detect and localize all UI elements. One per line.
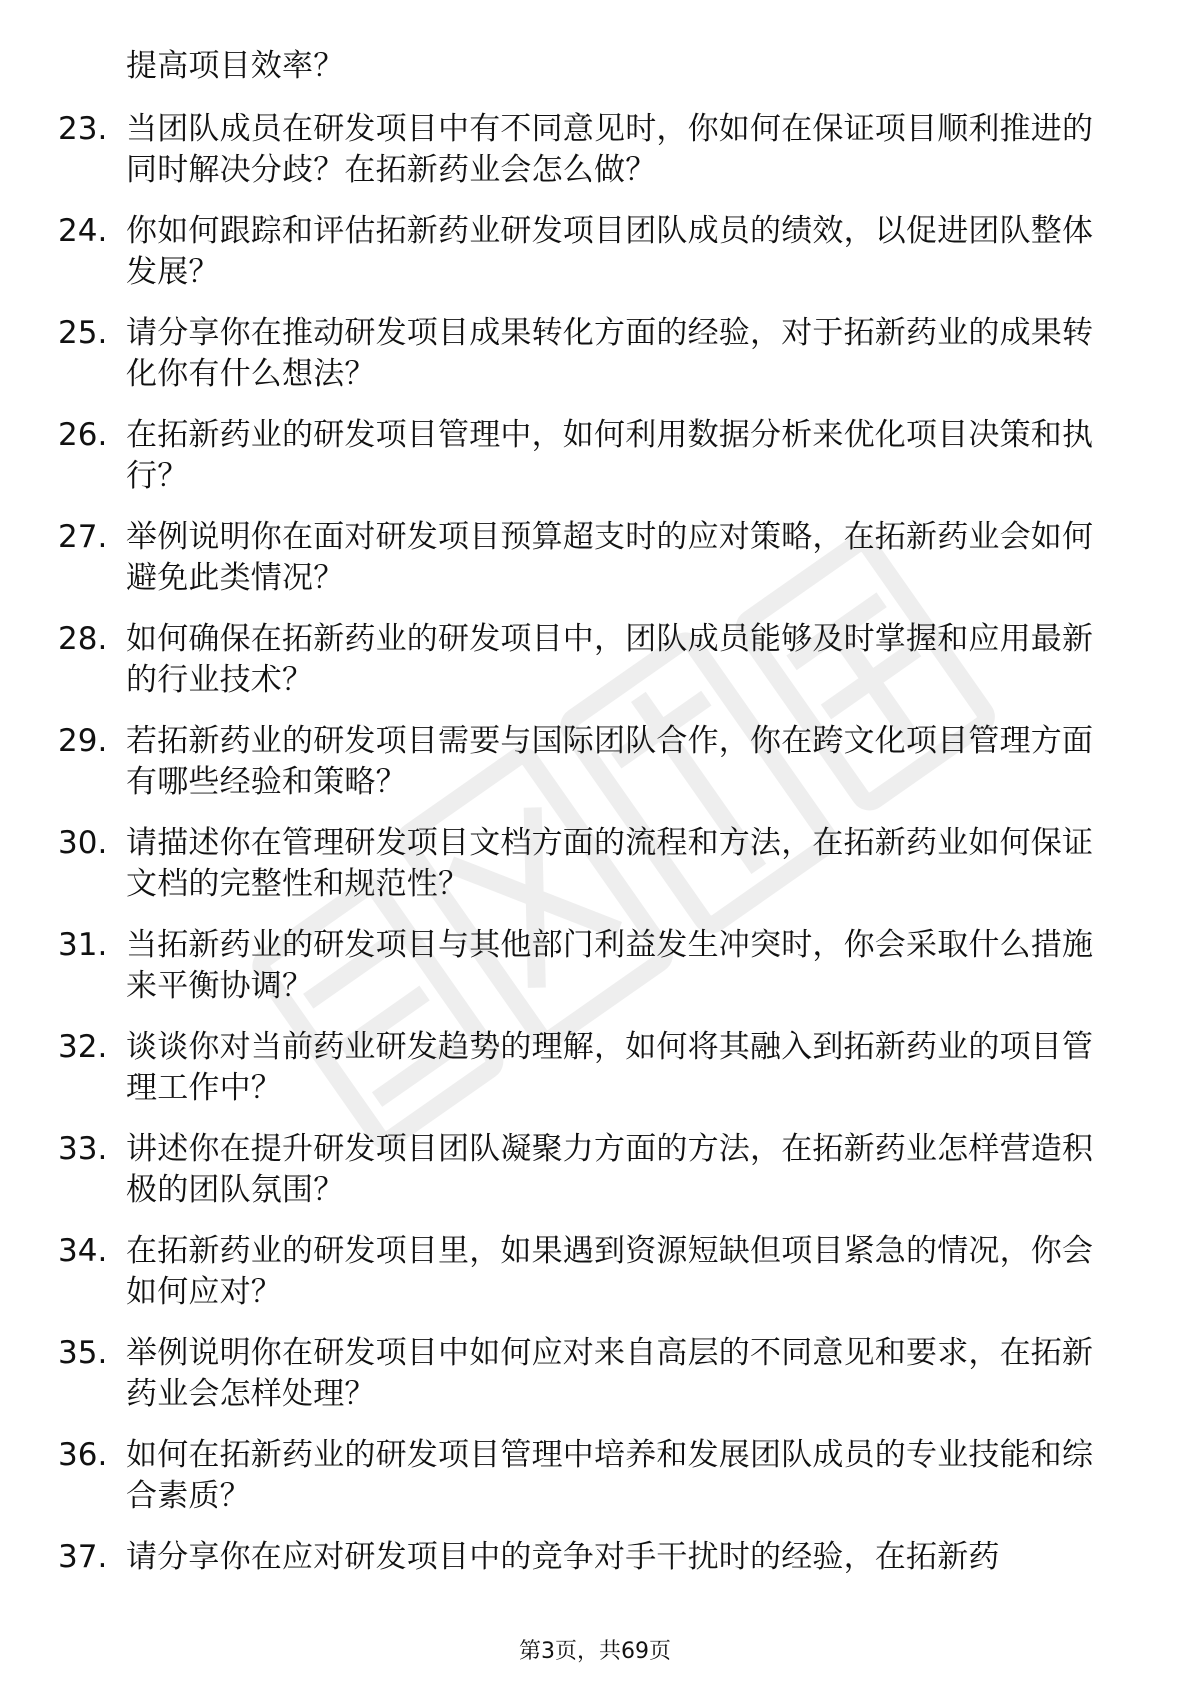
question-text: 当团队成员在研发项目中有不同意见时，你如何在保证项目顺利推进的同时解决分歧？在拓新药业会怎么做？ (126, 111, 1094, 188)
question-text: 讲述你在提升研发项目团队凝聚力方面的方法，在拓新药业怎样营造积极的团队氛围？ (126, 1131, 1094, 1208)
question-number: 33. (58, 1131, 108, 1167)
question-item (58, 109, 1118, 191)
question-number: 30. (58, 825, 108, 861)
question-item (58, 1231, 1118, 1313)
question-number: 36. (58, 1437, 108, 1473)
question-number: 23. (58, 111, 108, 147)
question-number: 29. (58, 723, 108, 759)
question-item (58, 925, 1118, 1007)
question-number: 24. (58, 213, 108, 249)
question-text: 举例说明你在研发项目中如何应对来自高层的不同意见和要求，在拓新药业会怎样处理？ (126, 1335, 1094, 1412)
question-text: 在拓新药业的研发项目里，如果遇到资源短缺但项目紧急的情况，你会如何应对？ (126, 1233, 1094, 1310)
question-item (58, 1027, 1118, 1109)
question-text: 请描述你在管理研发项目文档方面的流程和方法，在拓新药业如何保证文档的完整性和规范性？ (126, 825, 1094, 902)
question-item (58, 517, 1118, 599)
question-item (58, 1129, 1118, 1211)
question-item (58, 415, 1118, 497)
question-list (58, 46, 1118, 1598)
question-item (58, 721, 1118, 803)
question-item (58, 313, 1118, 395)
question-number: 34. (58, 1233, 108, 1269)
question-text: 请分享你在推动研发项目成果转化方面的经验，对于拓新药业的成果转化你有什么想法？ (126, 315, 1094, 392)
question-text: 谈谈你对当前药业研发趋势的理解，如何将其融入到拓新药业的项目管理工作中？ (126, 1029, 1094, 1106)
question-number: 37. (58, 1539, 108, 1575)
question-number: 32. (58, 1029, 108, 1065)
question-item (58, 1537, 1118, 1578)
question-text: 如何确保在拓新药业的研发项目中，团队成员能够及时掌握和应用最新的行业技术？ (126, 621, 1094, 698)
question-number: 27. (58, 519, 108, 555)
question-number: 28. (58, 621, 108, 657)
question-text: 在拓新药业的研发项目管理中，如何利用数据分析来优化项目决策和执行？ (126, 417, 1094, 494)
question-text: 你如何跟踪和评估拓新药业研发项目团队成员的绩效，以促进团队整体发展？ (126, 213, 1094, 290)
question-text: 请分享你在应对研发项目中的竞争对手干扰时的经验，在拓新药 (126, 1539, 1000, 1575)
continuation-line: 提高项目效率？ (126, 48, 345, 84)
question-text: 如何在拓新药业的研发项目管理中培养和发展团队成员的专业技能和综合素质？ (126, 1437, 1094, 1514)
page-footer: 第3页，共69页 (519, 1639, 671, 1664)
question-number: 35. (58, 1335, 108, 1371)
question-number: 26. (58, 417, 108, 453)
question-item (58, 619, 1118, 701)
question-number: 25. (58, 315, 108, 351)
question-item (58, 1435, 1118, 1517)
question-text: 当拓新药业的研发项目与其他部门利益发生冲突时，你会采取什么措施来平衡协调？ (126, 927, 1094, 1004)
question-item (58, 1333, 1118, 1415)
question-item (58, 823, 1118, 905)
question-number: 31. (58, 927, 108, 963)
question-text: 若拓新药业的研发项目需要与国际团队合作，你在跨文化项目管理方面有哪些经验和策略？ (126, 723, 1094, 800)
question-item (58, 211, 1118, 293)
question-text: 举例说明你在面对研发项目预算超支时的应对策略，在拓新药业会如何避免此类情况？ (126, 519, 1094, 596)
